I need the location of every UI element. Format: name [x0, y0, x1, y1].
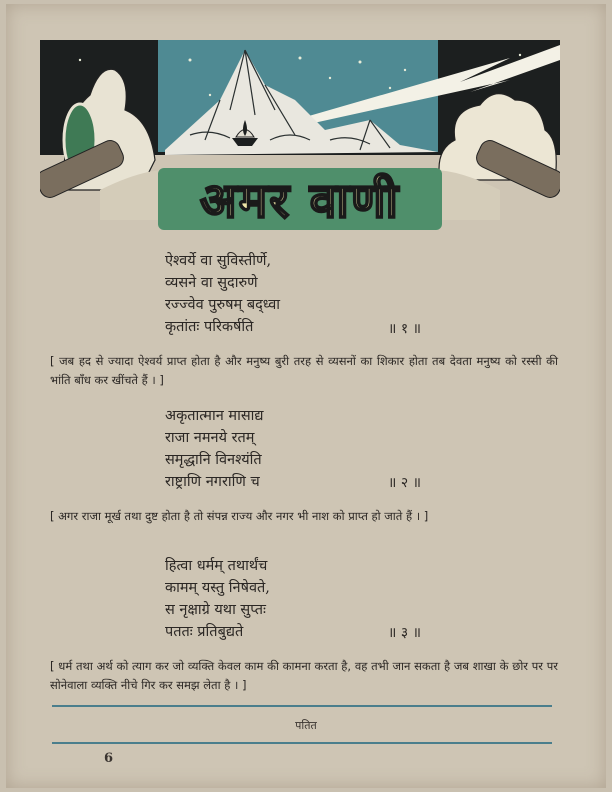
verse-line: कृतांतः परिकर्षति	[165, 319, 254, 335]
verse-translation: [ धर्म तथा अर्थ को त्याग कर जो व्यक्ति केवल काम की कामना करता है, वह तभी जान सकता है जब शाखा के छोर पर पर सोनेवाला व्यक्ति नीचे गिर कर समझ लेता है । ]	[50, 659, 558, 692]
divider	[52, 742, 552, 744]
verse-line: राजा नमनये रतम्	[165, 430, 255, 446]
verse-line: अकृतात्मान मासाद्य	[165, 408, 264, 424]
verse-number: ॥ ३ ॥	[388, 625, 421, 641]
page-number: 6	[104, 751, 114, 766]
footer-label: पतित	[295, 719, 317, 732]
verse-line: रज्ज्वेव पुरुषम् बद्ध्वा	[165, 297, 281, 313]
verse-line: पततः प्रतिबुद्यते	[165, 624, 244, 640]
divider	[52, 705, 552, 707]
verse-translation: [ जब हद से ज्यादा ऐश्वर्य प्राप्त होता है और मनुष्य बुरी तरह से व्यसनों का शिकार होता तब देवता मनुष्य को रस्सी की भांति बाँध कर खींचते हैं । ]	[50, 354, 558, 387]
verse-translation: [ अगर राजा मूर्ख तथा दुष्ट होता है तो संपन्न राज्य और नगर भी नाश को प्राप्त हो जाते हैं । ]	[50, 509, 429, 523]
verse-1	[165, 250, 280, 338]
verse-2	[165, 405, 264, 493]
verse-number: ॥ २ ॥	[388, 475, 421, 491]
verse-number: ॥ १ ॥	[388, 321, 421, 337]
verse-line: समृद्धानि विनश्यंति	[165, 452, 262, 468]
verse-line: हित्वा धर्मम् तथार्थंच	[165, 558, 268, 574]
verse-line: व्यसने वा सुदारुणे	[165, 275, 258, 291]
verse-line: कामम् यस्तु निषेवते,	[165, 580, 270, 596]
verse-line: राष्ट्राणि नगराणि च	[165, 474, 260, 490]
verse-line: ऐश्वर्ये वा सुविस्तीर्णे,	[165, 253, 272, 269]
verse-3	[165, 555, 270, 643]
page-title: अमर वाणी	[200, 172, 400, 229]
verse-line: स नृक्षाग्रे यथा सुप्तः	[165, 602, 266, 618]
